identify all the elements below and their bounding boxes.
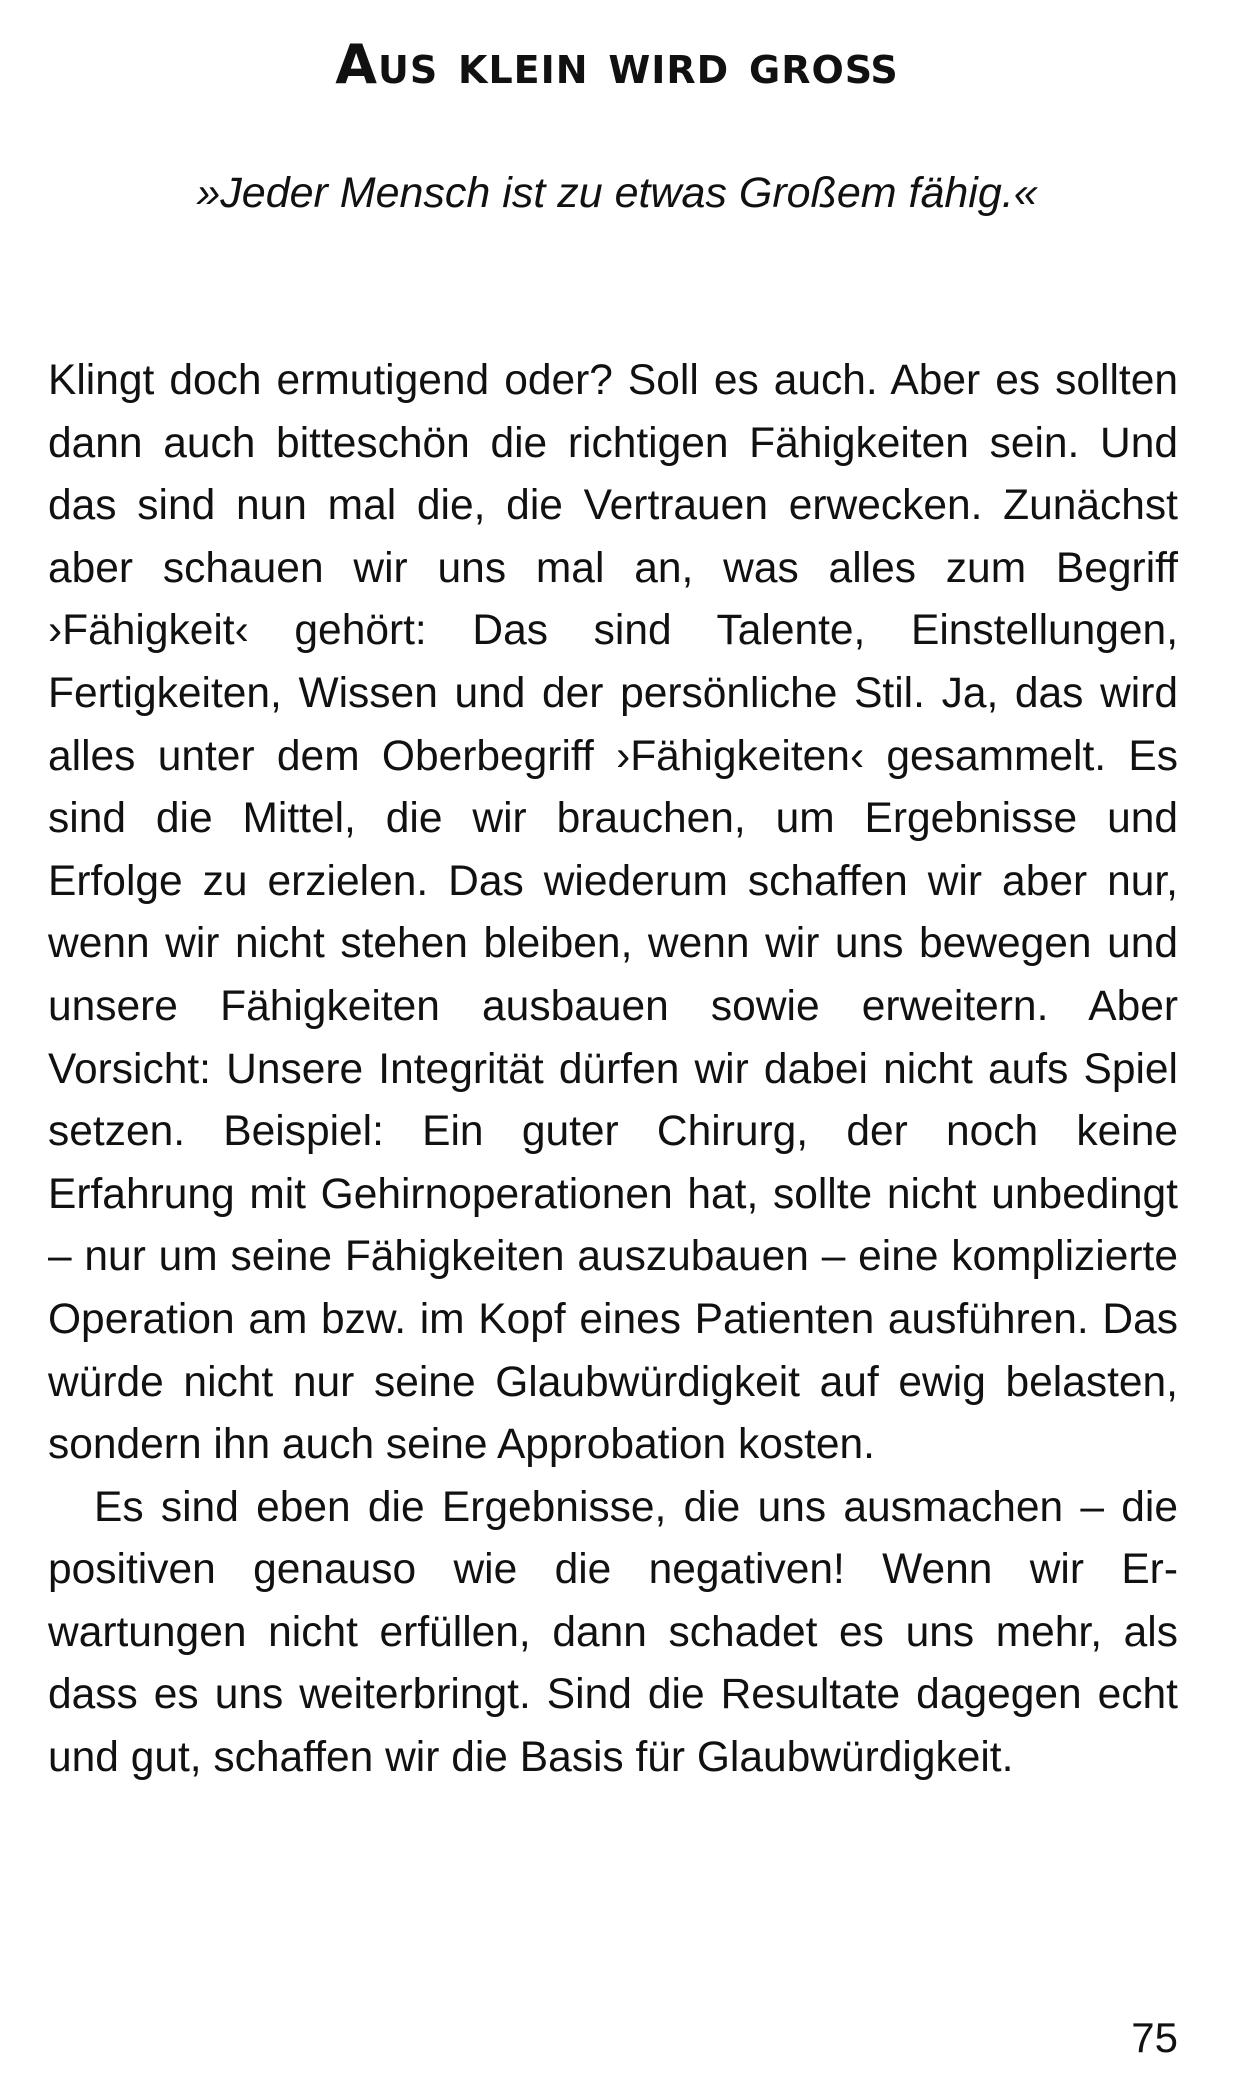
paragraph-1: Klingt doch ermutigend oder? Soll es auch. Aber es sollten dann auch bitteschön die richtigen Fähigkeiten sein. Und das sind nun mal die, die Vertrauen erwecken. Zunächst aber schauen wir uns mal an, was alles zum Begriff ›Fähigkeit‹ gehört: Das sind Talente, Einstellungen, Fertigkeiten, Wissen und der persönliche Stil. Ja, das wird alles unter dem Oberbegriff ›Fähigkeiten‹ gesammelt. Es sind die Mittel, die wir brauchen, um Ergebnisse und Erfolge zu erzielen. Das wiederum schaffen wir aber nur, wenn wir nicht stehen bleiben, wenn wir uns bewegen und unsere Fähigkeiten ausbauen sowie erweitern. Aber Vorsicht: Unsere Integrität dürfen wir dabei nicht aufs Spiel setzen. Beispiel: Ein guter Chirurg, der noch keine Erfahrung mit Gehirnoperationen hat, sollte nicht unbedingt – nur um seine Fähigkeiten auszubauen – eine komplizierte Operation am bzw. im Kopf eines Patienten ausführen. Das würde nicht nur seine Glaubwürdigkeit auf ewig belasten, sondern ihn auch seine Approbation kosten. [48, 357, 1178, 1469]
paragraph-2: Es sind eben die Ergebnisse, die uns ausmachen – die positiven genauso wie die negativen! Wenn wir Erwartungen nicht erfüllen, dann schadet es uns mehr, als dass es uns weiterbringt. Sind die Resultate dagegen echt und gut, schaffen wir die Basis für Glaubwürdigkeit. [48, 1483, 1178, 1782]
chapter-title: Aus klein wird groß [335, 33, 899, 96]
epigraph-quote: »Jeder Mensch ist zu etwas Großem fähig.« [196, 169, 1038, 217]
body-text [48, 350, 1178, 1790]
page-number: 75 [1131, 2014, 1178, 2061]
